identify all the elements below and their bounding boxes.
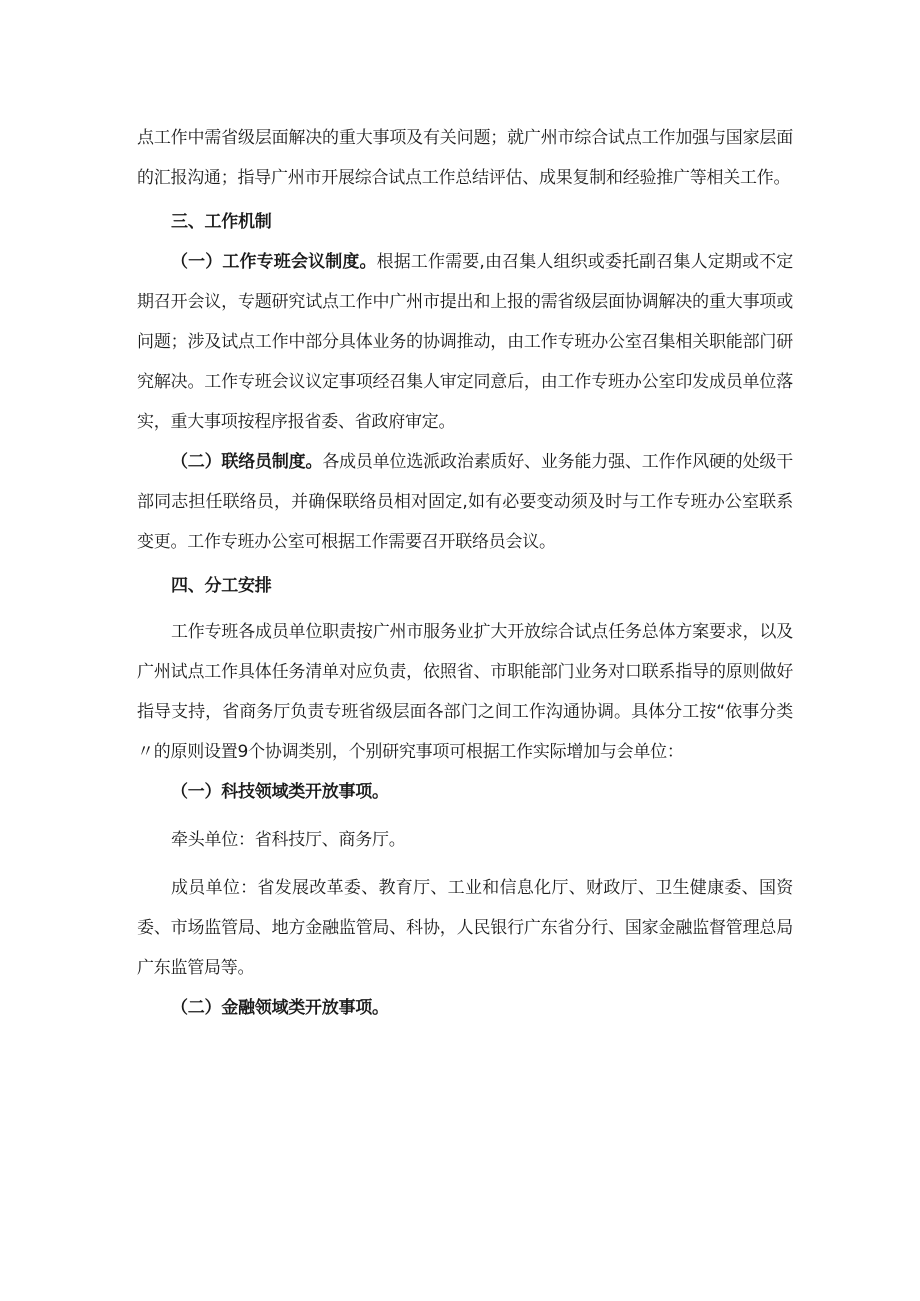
- paragraph-liaison-body: 各成员单位选派政治素质好、业务能力强、工作作风硬的处级干部同志担任联络员，并确保联络员相对固定,如有必要变动须及时与工作专班办公室联系变更。工作专班办公室可根据工作需要召开联络员会议。: [137, 452, 793, 552]
- paragraph-meeting-lead: （一）工作专班会议制度。: [171, 252, 377, 272]
- document-body: [137, 118, 793, 1028]
- subheading-tech: （一）科技领域类开放事项。: [171, 782, 389, 802]
- paragraph-division: 工作专班各成员单位职责按广州市服务业扩大开放综合试点任务总体方案要求，以及广州试点工作具体任务清单对应负责，依照省、市职能部门业务对口联系指导的原则做好指导支持，省商务厅负责专班省级层面各部门之间工作沟通协调。具体分工按“依事分类〃的原则设置9个协调类别，个别研究事项可根据工作实际增加与会单位：: [137, 622, 793, 762]
- paragraph-meeting-body: 根据工作需要,由召集人组织或委托副召集人定期或不定期召开会议，专题研究试点工作中广州市提出和上报的需省级层面协调解决的重大事项或问题；涉及试点工作中部分具体业务的协调推动，由工作专班办公室召集相关职能部门研究解决。工作专班会议议定事项经召集人审定同意后，由工作专班办公室印发成员单位落实，重大事项按程序报省委、省政府审定。: [137, 252, 794, 432]
- paragraph-member-units: 成员单位：省发展改革委、教育厅、工业和信息化厅、财政厅、卫生健康委、国资委、市场监管局、地方金融监管局、科协，人民银行广东省分行、国家金融监督管理总局广东监管局等。: [137, 878, 793, 978]
- subheading-finance: （二）金融领域类开放事项。: [171, 998, 389, 1018]
- paragraph-intro: 点工作中需省级层面解决的重大事项及有关问题；就广州市综合试点工作加强与国家层面的汇报沟通；指导广州市开展综合试点工作总结评估、成果复制和经验推广等相关工作。: [137, 128, 793, 188]
- paragraph-meeting-system: [137, 242, 793, 442]
- section-heading-3: 三、工作机制: [171, 212, 272, 232]
- paragraph-liaison-system: [137, 442, 793, 562]
- paragraph-lead-unit: 牵头单位：省科技厅、商务厅。: [171, 830, 406, 850]
- section-heading-4: 四、分工安排: [171, 576, 272, 596]
- paragraph-liaison-lead: （二）联络员制度。: [171, 452, 323, 472]
